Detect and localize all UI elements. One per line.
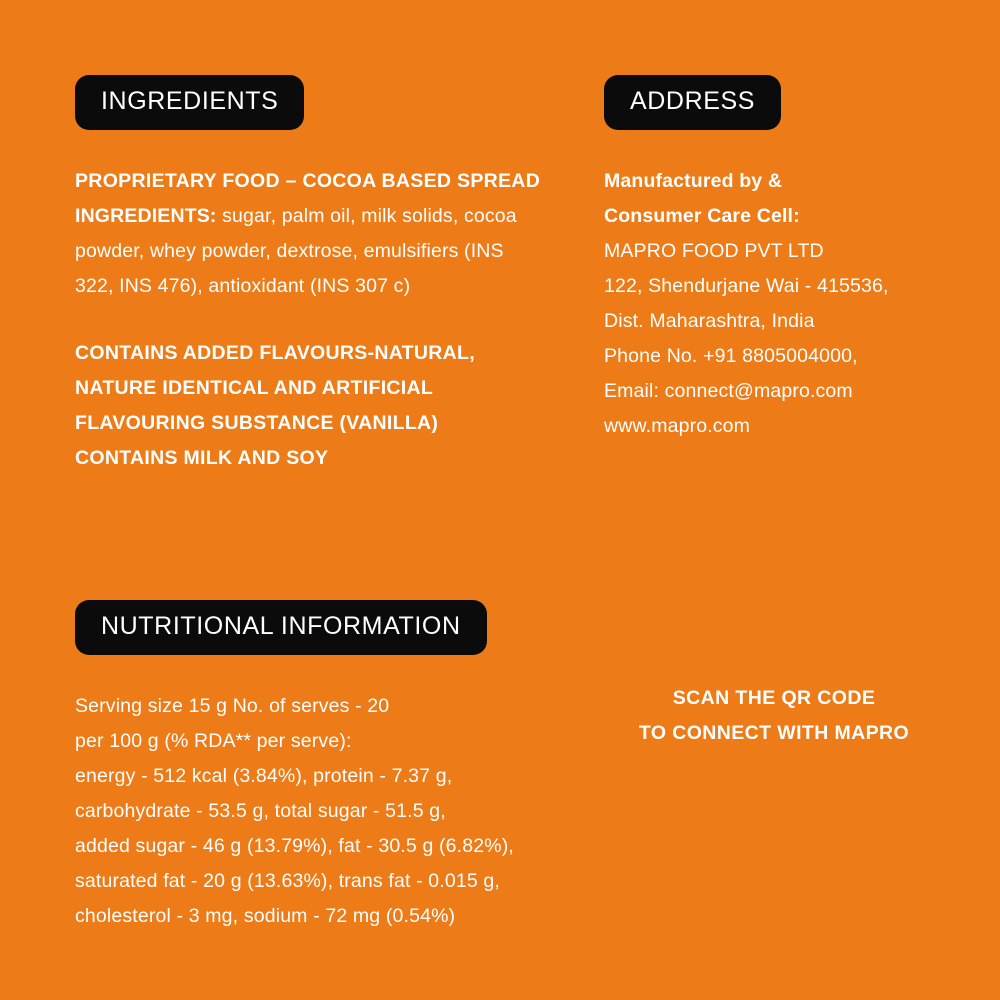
qr-instruction-line-1: SCAN THE QR CODE — [672, 687, 876, 709]
nutrition-section — [75, 600, 595, 934]
ingredients-column — [75, 75, 545, 476]
nutrition-line-5: added sugar - 46 g (13.79%), fat - 30.5 g (6.82%), — [75, 835, 514, 857]
nutrition-line-2: per 100 g (% RDA** per serve): — [75, 730, 352, 752]
address-email: Email: connect@mapro.com — [604, 380, 853, 402]
address-district: Dist. Maharashtra, India — [604, 310, 815, 332]
address-phone: Phone No. +91 8805004000, — [604, 345, 858, 367]
allergen-line-2: NATURE IDENTICAL AND ARTIFICIAL — [75, 377, 434, 399]
address-manufactured-by-line: Manufactured by & — [604, 170, 783, 192]
nutrition-line-6: saturated fat - 20 g (13.63%), trans fat - 0.015 g, — [75, 870, 500, 892]
product-type-line: PROPRIETARY FOOD – COCOA BASED SPREAD — [75, 170, 541, 192]
nutrition-line-1: Serving size 15 g No. of serves - 20 — [75, 695, 390, 717]
address-company: MAPRO FOOD PVT LTD — [604, 240, 824, 262]
allergen-line-1: CONTAINS ADDED FLAVOURS-NATURAL, — [75, 342, 475, 364]
ingredients-list-text: sugar, palm oil, milk solids, cocoa powder, whey powder, dextrose, emulsifiers (INS 322, INS 476), antioxidant (INS 307 c) — [75, 205, 517, 297]
nutrition-line-4: carbohydrate - 53.5 g, total sugar - 51.5 g, — [75, 800, 446, 822]
nutrition-line-3: energy - 512 kcal (3.84%), protein - 7.37 g, — [75, 765, 453, 787]
qr-instruction-line-2: TO CONNECT WITH MAPRO — [638, 722, 910, 744]
ingredients-text-block — [75, 164, 545, 304]
nutrition-heading: NUTRITIONAL INFORMATION — [75, 600, 487, 655]
allergen-text-block — [75, 336, 545, 476]
qr-instruction — [604, 681, 944, 751]
address-street: 122, Shendurjane Wai - 415536, — [604, 275, 889, 297]
ingredients-heading: INGREDIENTS — [75, 75, 304, 130]
ingredients-list-label: INGREDIENTS: — [75, 205, 217, 227]
address-care-cell-line: Consumer Care Cell: — [604, 205, 800, 227]
address-website: www.mapro.com — [604, 415, 751, 437]
allergen-line-3: FLAVOURING SUBSTANCE (VANILLA) — [75, 412, 439, 434]
address-heading: ADDRESS — [604, 75, 781, 130]
address-column — [604, 75, 934, 444]
address-text-block — [604, 164, 934, 444]
nutrition-text-block — [75, 689, 595, 934]
allergen-line-4: CONTAINS MILK AND SOY — [75, 447, 329, 469]
nutrition-line-7: cholesterol - 3 mg, sodium - 72 mg (0.54%) — [75, 905, 456, 927]
